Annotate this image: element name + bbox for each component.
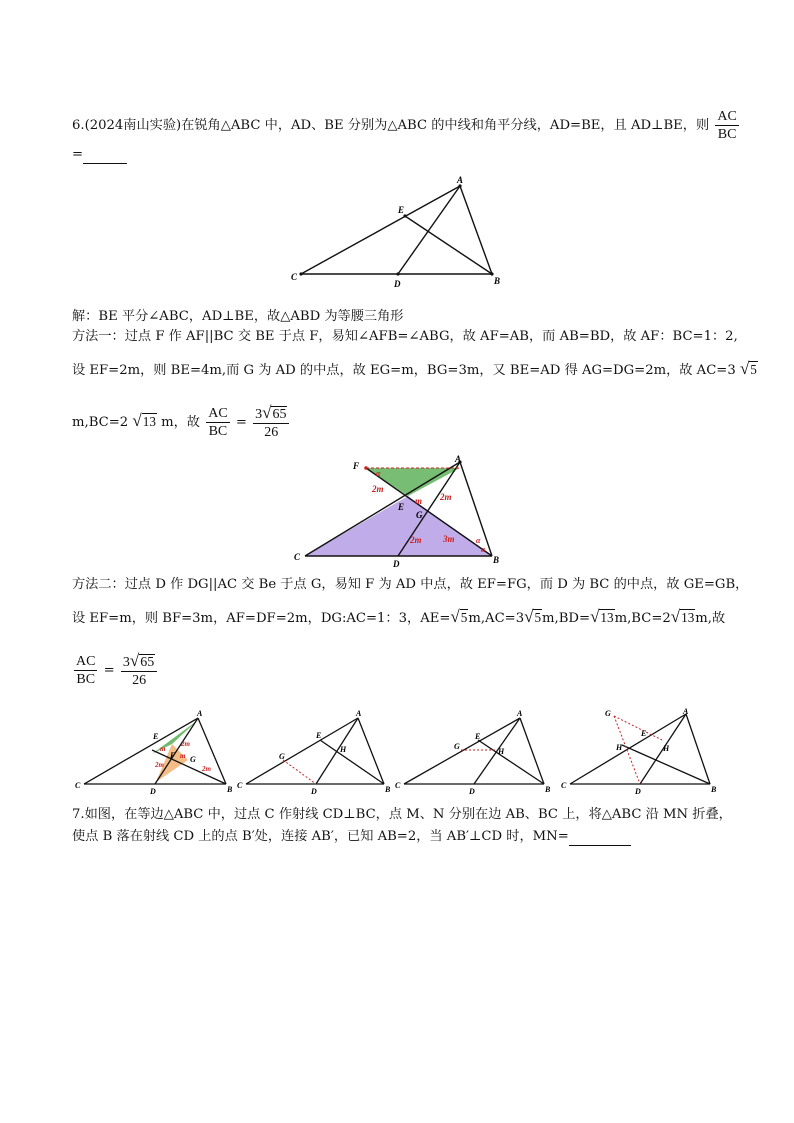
- sqrt-5-b: √5: [450, 607, 468, 626]
- fig1-label-a: A: [457, 175, 464, 185]
- fig2-m: m: [415, 496, 423, 506]
- method1-eq: =: [235, 415, 247, 430]
- fig2-label-e: E: [398, 502, 405, 512]
- svg-text:2m: 2m: [155, 761, 164, 769]
- fig4-label-b: B: [385, 785, 391, 794]
- fig2-label-f: F: [353, 461, 360, 471]
- fig2-label-c: C: [294, 552, 301, 562]
- fig6-label-c: C: [561, 781, 567, 790]
- fig3-label-e: E: [153, 732, 159, 741]
- sqrt-13-b: √13: [590, 607, 614, 626]
- method2-result-frac: $\frac{3√65}{26}$: [121, 652, 157, 689]
- fig2-alpha-3: α: [481, 545, 486, 554]
- fig2-label-a: A: [455, 454, 462, 464]
- fig5-label-e: E: [475, 732, 481, 741]
- fig1-label-c: C: [291, 272, 298, 282]
- fig6-label-b: B: [711, 785, 717, 794]
- fig5-label-d: D: [469, 787, 475, 796]
- method2-ratio-frac: $\frac{AC}{BC}$: [76, 654, 96, 687]
- method1-line2-text: 设 EF=2m，则 BE=4m,而 G 为 AD 的中点，故 EG=m，BG=3m，又 BE=AD 得 AG=DG=2m，故 AC=3: [72, 363, 736, 378]
- q7-line2-text: 使点 B 落在射线 CD 上的点 B′处，连接 AB′，已知 AB=2，当 AB′⊥CD 时，MN=: [72, 829, 569, 844]
- fig2-2m-c: 2m: [410, 535, 422, 545]
- sqrt-13-c: √13: [670, 607, 695, 626]
- fig3-label-c: C: [75, 781, 81, 790]
- fig5-label-b: B: [545, 785, 551, 794]
- q6-stem: 6.(2024南山实验)在锐角△ABC 中，AD、BE 分别为△ABC 的中线和角平分线，AD=BE，且 AD⊥BE，则: [72, 118, 710, 133]
- svg-text:2m: 2m: [181, 740, 190, 748]
- fig4-label-d: D: [311, 787, 317, 796]
- fig1-label-d: D: [394, 279, 401, 289]
- fig5-label-g: G: [454, 742, 460, 751]
- svg-text:m: m: [180, 752, 186, 760]
- q6-frac-num: AC: [717, 109, 737, 124]
- method1-line1: 方法一：过点 F 作 AF||BC 交 BE 于点 F，易知∠AFB=∠ABG，故 AF=AB，而 AB=BD，故 AF：BC=1：2,: [72, 329, 738, 344]
- method1-result-frac: $\frac{3√65}{26}$: [253, 404, 289, 441]
- fig2-alpha-1: α: [376, 469, 381, 478]
- fig5-label-h: H: [498, 747, 505, 756]
- fig5-label-c: C: [395, 781, 401, 790]
- fig2-2m-a: 2m: [372, 484, 384, 494]
- svg-text:2m: 2m: [202, 765, 211, 773]
- fig3-label-a: A: [197, 709, 203, 718]
- method1-ratio-frac: $\frac{AC}{BC}$: [208, 406, 228, 439]
- method2-line2: 设 EF=m，则 BF=3m，AF=DF=2m，DG:AC=1：3，AE=√5m,AC=3√5m,BD=√13m,BC=2√13m,故: [72, 607, 726, 626]
- q6-frac-den: BC: [717, 127, 737, 142]
- fig3-label-d: D: [150, 787, 156, 796]
- q7-line1: 7.如图，在等边△ABC 中，过点 C 作射线 CD⊥BC，点 M、N 分别在边 AB、BC 上，将△ABC 沿 MN 折叠，: [72, 807, 732, 822]
- fig2-label-d: D: [393, 559, 400, 569]
- q7-answer-blank: [569, 845, 631, 846]
- fig3-label-f: F: [170, 751, 176, 760]
- fig3-label-b: B: [227, 785, 233, 794]
- fig1-label-b: B: [494, 276, 501, 286]
- fig4-label-h: H: [340, 745, 347, 754]
- fig2-alpha-2: α: [476, 536, 481, 545]
- q6-answer-eq: =: [72, 147, 84, 162]
- fig6-label-e: E: [641, 729, 647, 738]
- solution-line: 解：BE 平分∠ABC，AD⊥BE，故△ABD 为等腰三角形: [72, 309, 404, 324]
- fig4-label-c: C: [237, 781, 243, 790]
- fig2-3m: 3m: [443, 534, 455, 544]
- sqrt-5-c: √5: [524, 607, 542, 626]
- fig4-label-g: G: [279, 752, 285, 761]
- fig6-label-d: D: [635, 787, 641, 796]
- method1-bc-text: m,BC=2: [72, 415, 129, 430]
- q7-line2: [72, 828, 631, 846]
- fig4-label-e: E: [316, 731, 322, 740]
- fig6-label-h2: H: [663, 744, 670, 753]
- fig5-label-a: A: [517, 709, 523, 718]
- fig6-label-a: A: [683, 707, 689, 716]
- sqrt-13-a: √13: [132, 411, 156, 430]
- fig1-label-e: E: [398, 205, 405, 215]
- fig4-label-a: A: [356, 709, 362, 718]
- fig2-label-b: B: [493, 555, 500, 565]
- method2-line1: 方法二：过点 D 作 DG||AC 交 Be 于点 G，易知 F 为 AD 中点，故 EF=FG，而 D 为 BC 的中点，故 GE=GB，: [72, 577, 749, 592]
- method1-gu-text: m，故: [161, 415, 200, 430]
- fig3-label-g: G: [190, 755, 196, 764]
- fig6-label-g: G: [605, 709, 611, 718]
- fig2-label-g: G: [416, 510, 423, 520]
- method2-result: $\frac{AC}{BC}$ = $\frac{3√65}{26}$: [72, 652, 159, 689]
- fig6-label-h1: H: [616, 743, 623, 752]
- svg-text:m: m: [160, 745, 166, 753]
- sqrt-5-a: √5: [739, 359, 757, 378]
- fig2-2m-b: 2m: [440, 492, 452, 502]
